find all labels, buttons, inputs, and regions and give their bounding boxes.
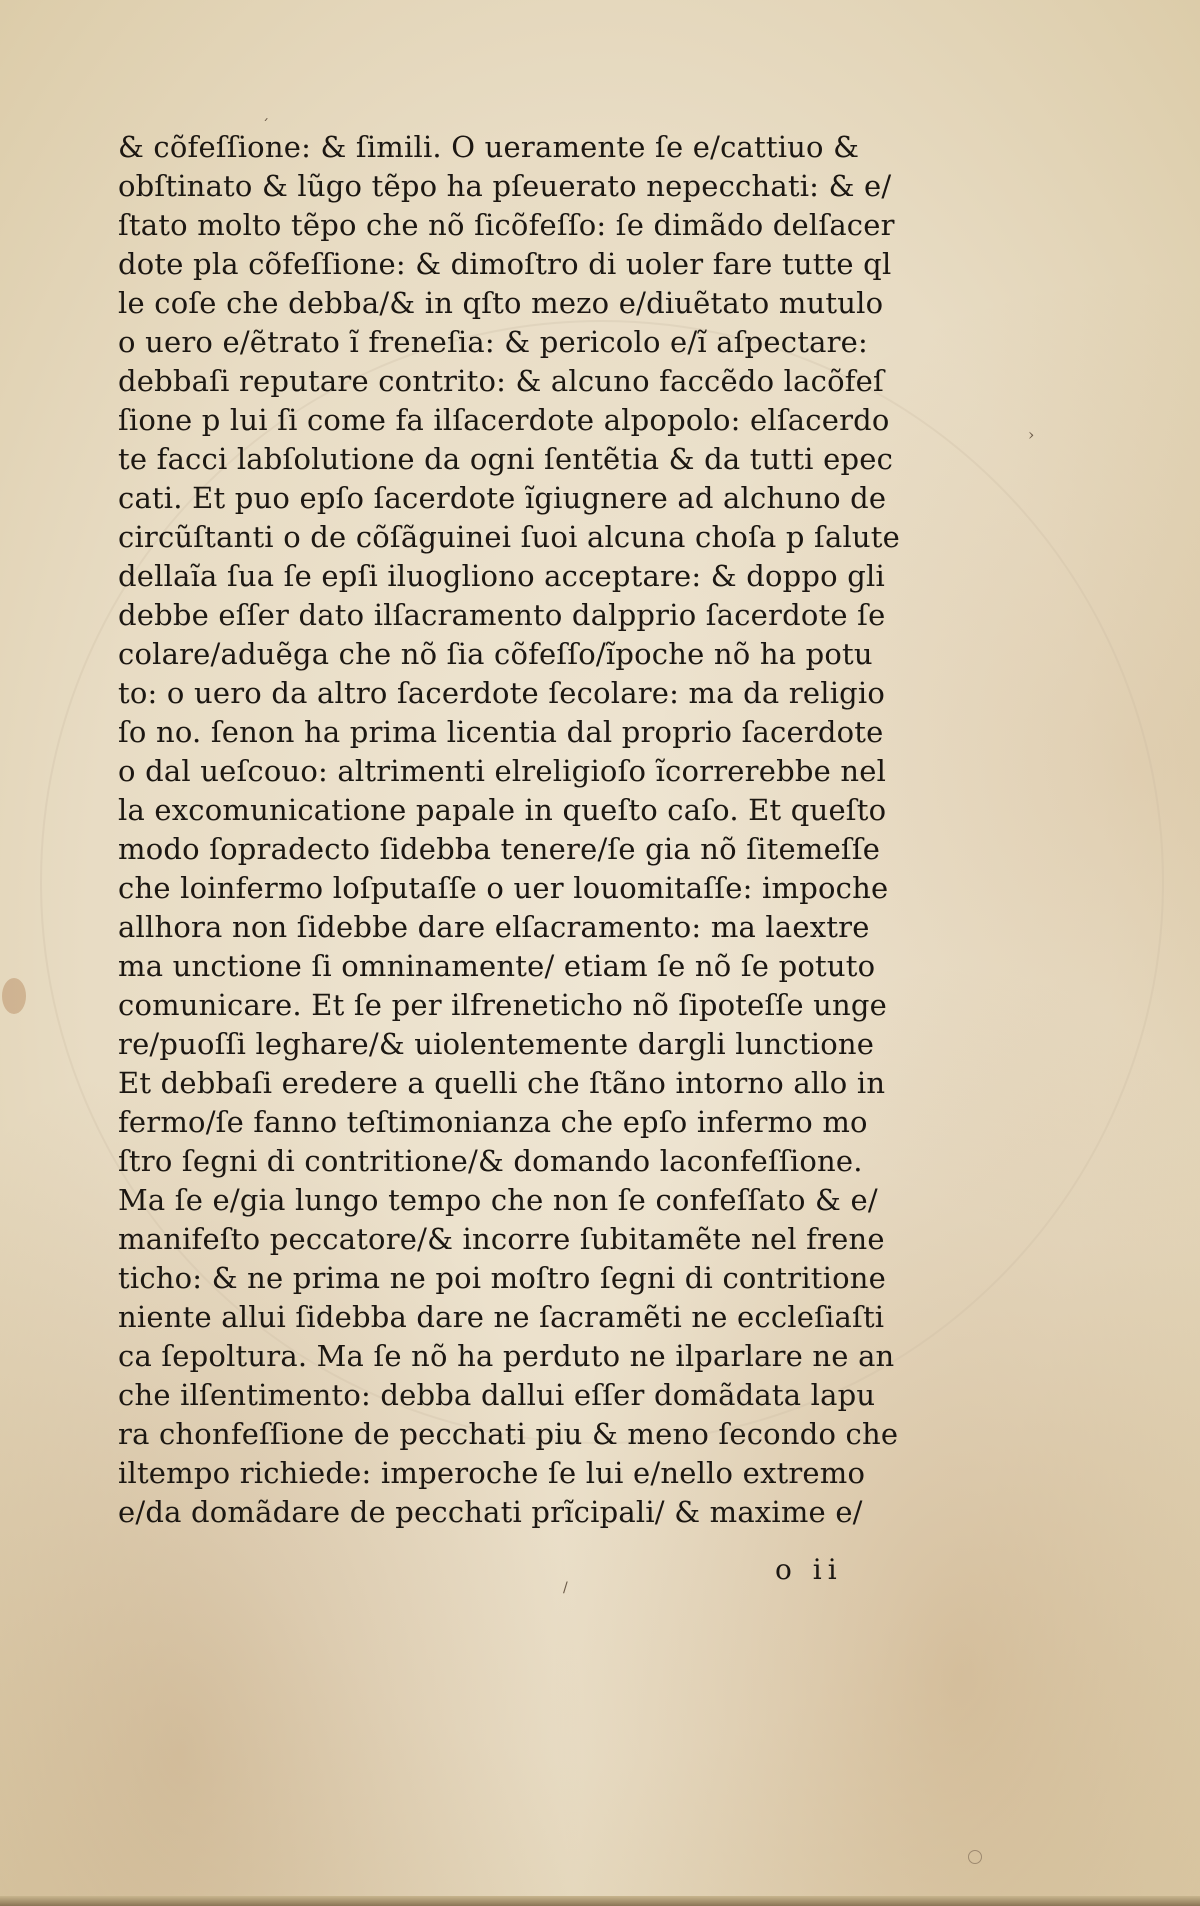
margin-mark: › [1028,425,1035,444]
text-line: comunicare. Et ſe per ilfreneticho nõ ſipoteſſe unge [118,988,887,1022]
text-line: Ma ſe e/gia lungo tempo che non ſe confeſſato & e/ [118,1183,878,1217]
text-line: modo ſopradecto ſidebba tenere/ſe gia nõ ſitemeſſe [118,832,881,866]
body-text [118,128,948,1532]
text-line: Et debbaſi eredere a quelli che ſtãno intorno allo in [118,1066,886,1100]
text-line: & cõfeſſione: & ſimili. O ueramente ſe e/cattiuo & [118,130,860,164]
text-line: ticho: & ne prima ne poi moſtro ſegni di contritione [118,1261,887,1295]
text-line: ſtro ſegni di contritione/& domando laconfeſſione. [118,1144,863,1178]
text-line: ſo no. ſenon ha prima licentia dal proprio ſacerdote [118,715,884,749]
text-line: e/da domãdare de pecchati prĩcipali/ & maxime e/ [118,1495,863,1529]
text-line: debbe eſſer dato ilſacramento dalpprio ſacerdote ſe [118,598,886,632]
text-line: debbaſi reputare contrito: & alcuno faccẽdo lacõfeſ [118,364,884,398]
text-line: le coſe che debba/& in qſto mezo e/diuẽtato mutulo [118,286,884,320]
text-line: iltempo richiede: imperoche ſe lui e/nello extremo [118,1456,866,1490]
text-line: o uero e/ẽtrato ĩ freneſia: & pericolo e/ĩ aſpectare: [118,325,868,359]
margin-tick: ˊ [262,118,269,134]
text-line: te facci labſolutione da ogni ſentẽtia & da tutti epec [118,442,894,476]
text-line: re/puoſſi leghare/& uiolentemente dargli lunctione [118,1027,875,1061]
text-line: la excomunicatione papale in queſto caſo. Et queſto [118,793,887,827]
text-line: obſtinato & lũgo tẽpo ha pſeuerato nepecchati: & e/ [118,169,892,203]
text-line: colare/aduẽga che nõ ſia cõfeſſo/ĩpoche nõ ha potu [118,637,873,671]
corner-mark [968,1850,982,1864]
text-line: cati. Et puo epſo ſacerdote ĩgiugnere ad alchuno de [118,481,887,515]
page-bottom-edge [0,1896,1200,1906]
text-line: dote pla cõfeſſione: & dimoſtro di uoler fare tutte ql [118,247,892,281]
text-line: niente allui ſidebba dare ne ſacramẽti ne eccleſiaſti [118,1300,885,1334]
text-line: circũſtanti o de cõſãguinei ſuoi alcuna choſa p ſalute [118,520,901,554]
text-line: allhora non ſidebbe dare elſacramento: ma laextre [118,910,870,944]
text-line: che ilſentimento: debba dallui eſſer domãdata lapu [118,1378,876,1412]
text-line: ma unctione ſi omninamente/ etiam ſe nõ ſe potuto [118,949,876,983]
text-line: ra chonfeſſione de pecchati piu & meno ſecondo che [118,1417,899,1451]
paper-stain [2,978,26,1014]
text-line: ſtato molto tẽpo che nõ ſicõfeſſo: ſe dimãdo delſacer [118,208,895,242]
text-line: fermo/ſe fanno teſtimonianza che epſo infermo mo [118,1105,868,1139]
text-line: to: o uero da altro ſacerdote ſecolare: ma da religio [118,676,886,710]
margin-tick: / [563,1580,568,1596]
text-line: ſione p lui ſi come fa ilſacerdote alpopolo: elſacerdo [118,403,890,437]
text-line: che loinfermo loſputaſſe o uer louomitaſſe: impoche [118,871,889,905]
text-line: ca ſepoltura. Ma ſe nõ ha perduto ne ilparlare ne an [118,1339,895,1373]
text-line: dellaĩa ſua ſe epſi iluogliono acceptare: & doppo gli [118,559,885,593]
text-line: manifeſto peccatore/& incorre ſubitamẽte nel frene [118,1222,885,1256]
text-line: o dal ueſcouo: altrimenti elreligioſo ĩcorrerebbe nel [118,754,887,788]
signature-mark: o ii [775,1553,843,1586]
